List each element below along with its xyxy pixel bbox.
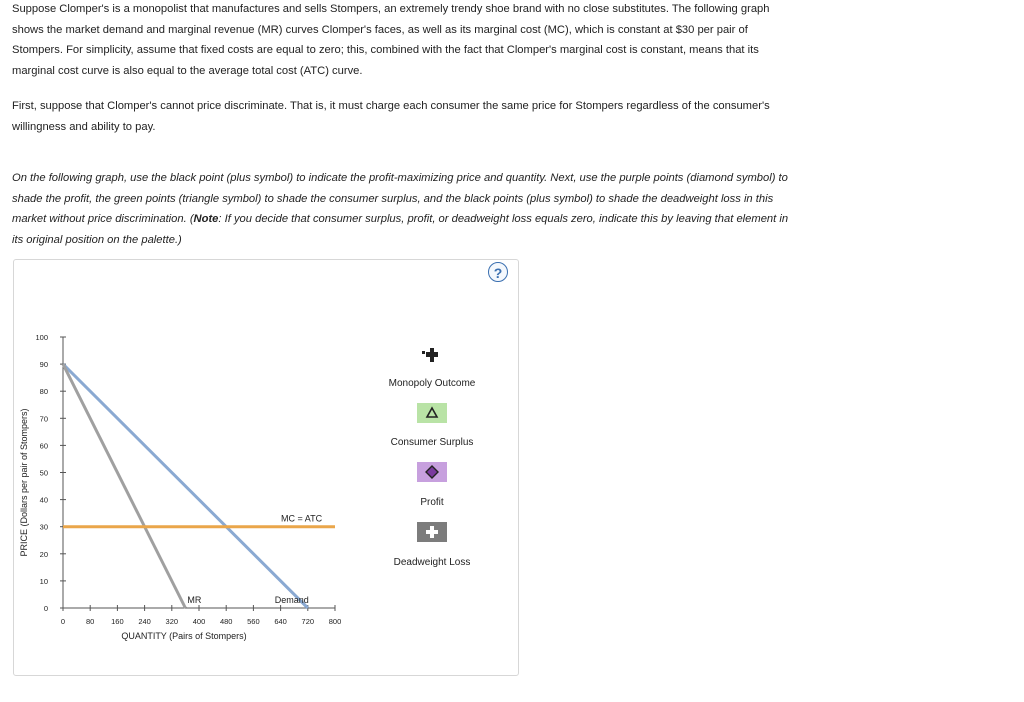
series-label-mr: MR [187, 595, 202, 605]
x-tick-label: 800 [328, 617, 342, 626]
series-label-mc-atc: MC = ATC [281, 513, 323, 524]
profit-tool[interactable] [417, 462, 447, 482]
y-tick-label: 10 [39, 576, 48, 586]
profit-label: Profit [420, 497, 444, 508]
intro-paragraph-1: Suppose Clomper's is a monopolist that manufactures and sells Stompers, an extremely trendy shoe brand with no close substitutes. The following graph shows the market demand and marginal revenue (MR) curves Clomper's faces, as well as its marginal cost (MC), which is constant at $30 per pair of Stompers. For simplicity, assume that fixed costs are equal to zero; this, combined with the fact that Clomper's marginal cost is constant, means that its marginal cost curve is also equal to the average total cost (ATC) curve. [12, 3, 770, 77]
x-tick-label: 80 [86, 617, 95, 626]
y-tick-label: 100 [35, 333, 48, 342]
y-tick-label: 20 [39, 549, 48, 559]
triangle-icon [417, 403, 447, 423]
y-tick-label: 90 [39, 360, 48, 370]
monopoly-outcome-label: Monopoly Outcome [388, 378, 476, 389]
y-tick-label: 80 [39, 387, 48, 397]
diamond-icon [417, 462, 447, 482]
x-tick-label: 160 [111, 617, 124, 626]
y-tick-label: 30 [39, 522, 48, 532]
x-tick-label: 400 [192, 617, 206, 626]
instructions-text-b: : If you decide that consumer surplus, profit, or deadweight loss equals zero, indicate this by leaving that element in its original position on the palette.) [12, 213, 789, 246]
monopoly-outcome-tool[interactable] [417, 344, 447, 366]
y-tick-label: 70 [39, 414, 48, 424]
series-line-mr [63, 364, 185, 608]
series-line-demand [63, 364, 308, 608]
x-axis-title: QUANTITY (Pairs of Stompers) [121, 631, 247, 641]
y-tick-label: 50 [39, 468, 48, 478]
series-label-demand: Demand [274, 595, 309, 605]
x-tick-label: 720 [301, 617, 315, 626]
x-tick-label: 480 [219, 617, 233, 626]
x-tick-label: 320 [165, 617, 179, 626]
x-tick-label: 0 [60, 617, 66, 626]
note-label: Note [193, 213, 219, 225]
x-tick-label: 640 [274, 617, 287, 626]
deadweight-loss-label: Deadweight Loss [393, 557, 471, 568]
y-tick-label: 0 [43, 604, 48, 613]
plus-icon [417, 344, 447, 366]
instructions-text-a: On the following graph, use the black point (plus symbol) to indicate the profit-maximizing price and quantity. Next, use the purple points (diamond symbol) to shade the profit, the green points (triangle symbol) to shade the consumer surplus, and the black points (plus symbol) to shade the deadweight loss in this market without price discrimination. ( [12, 172, 788, 225]
plus-icon [417, 522, 447, 542]
consumer-surplus-label: Consumer Surplus [390, 437, 474, 448]
y-tick-label: 40 [39, 495, 48, 505]
deadweight-loss-tool[interactable] [417, 522, 447, 542]
help-icon[interactable]: ? [488, 262, 508, 282]
x-tick-label: 560 [247, 617, 260, 626]
consumer-surplus-tool[interactable] [417, 403, 447, 423]
intro-paragraph-2: First, suppose that Clomper's cannot price discriminate. That is, it must charge each consumer the same price for Stompers regardless of the consumer's willingness and ability to pay. [12, 100, 770, 133]
y-tick-label: 60 [39, 441, 48, 451]
y-axis-title: PRICE (Dollars per pair of Stompers) [19, 408, 29, 557]
x-tick-label: 240 [138, 617, 151, 626]
